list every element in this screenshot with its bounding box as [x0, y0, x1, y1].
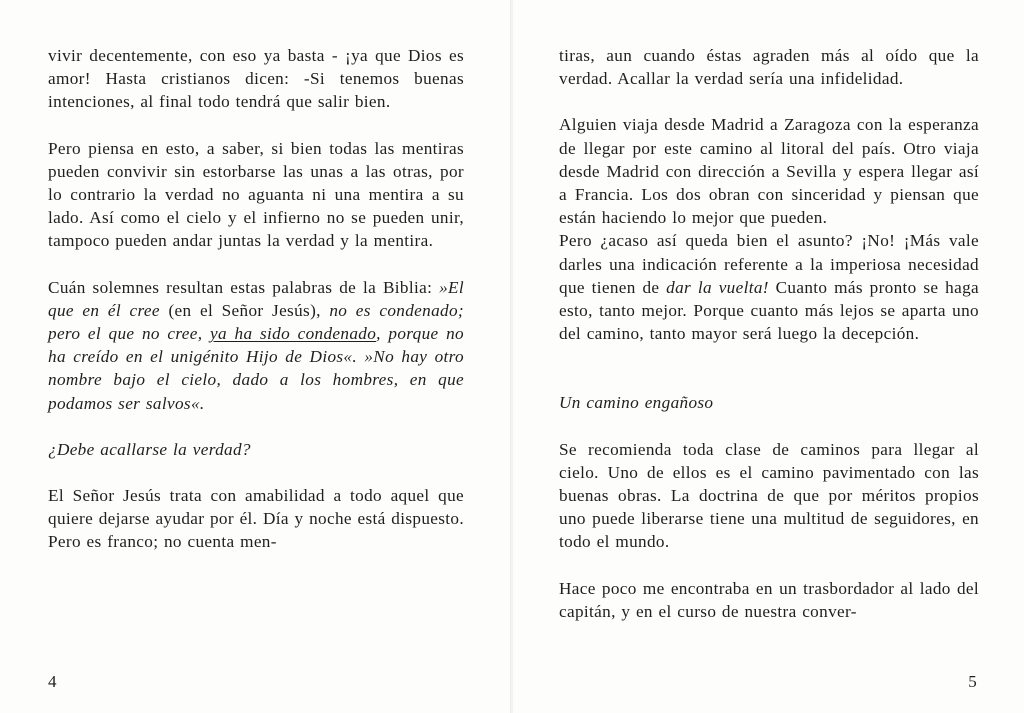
- bible-quote-3: , porque no ha creído en el unigénito Hijo de Dios«. »No hay otro nombre bajo el cielo, dado a los hombres, en que podamos ser salvos«.: [48, 324, 464, 413]
- vuelta-rest-text: Cuanto más pronto se haga esto, tanto mejor. Porque cuanto más lejos se aparta uno del camino, tanto mayor será luego la decepción.: [559, 277, 979, 344]
- bible-quote-1: »El que en él cree: [48, 277, 464, 320]
- vuelta-intro-text: Pero ¿acaso así queda bien el asunto? ¡No! ¡Más vale darles una indicación referente a la imperiosa necesidad que tienen de: [559, 231, 979, 297]
- right-paragraph-1: tiras, aun cuando éstas agraden más al oído que la verdad. Acallar la verdad sería una infidelidad.: [559, 46, 979, 89]
- left-paragraph-3: [48, 276, 464, 415]
- bible-quote-underlined: ya ha sido condenado: [210, 324, 377, 344]
- left-paragraph-2: Pero piensa en esto, a saber, si bien todas las mentiras pueden convivir sin estorbarse las unas a las otras, por lo contrario la verdad no aguanta ni una mentira a su lado. Así como el cielo y el infierno no se pueden unir, tampoco pueden andar juntas la verdad y la mentira.: [48, 138, 464, 251]
- section-heading-camino: Un camino engañoso: [559, 393, 714, 413]
- right-paragraph-4: Se recomienda toda clase de caminos para llegar al cielo. Uno de ellos es el camino pavimentado con las buenas obras. La doctrina de que por méritos propios uno puede liberarse tiene una multitud de seguidores, en todo el mundo.: [559, 439, 979, 552]
- page-number-right: 5: [968, 672, 977, 691]
- right-paragraph-2: Alguien viaja desde Madrid a Zaragoza con la esperanza de llegar por este camino al litoral del país. Otro viaja desde Madrid con dirección a Sevilla y espera llegar así a Francia. Los dos obran con sinceridad y piensan que están haciendo lo mejor que pueden.: [559, 115, 979, 228]
- left-paragraph-1: vivir decentemente, con eso ya basta - ¡ya que Dios es amor! Hasta cristianos dicen: -Si tenemos buenas intenciones, al final todo tendrá que salir bien.: [48, 46, 464, 112]
- bible-intro-text: Cuán solemnes resultan estas palabras de la Biblia:: [48, 277, 440, 297]
- right-paragraph-5: Hace poco me encontraba en un trasbordador al lado del capitán, y en el curso de nuestra conver-: [559, 578, 979, 621]
- right-paragraph-3: [559, 229, 979, 345]
- right-page-text: [559, 44, 979, 623]
- left-paragraph-4: El Señor Jesús trata con amabilidad a todo aquel que quiere dejarse ayudar por él. Día y noche está dispuesto. Pero es franco; no cuenta men-: [48, 486, 465, 552]
- section-heading-verdad: ¿Debe acallarse la verdad?: [48, 439, 251, 459]
- left-page-text: [48, 44, 464, 554]
- bible-aside-text: (en el Señor Jesús),: [159, 300, 330, 320]
- left-page: [0, 0, 511, 713]
- bible-quote-2: no es condenado; pero el que no cree,: [48, 300, 465, 344]
- vuelta-italic: dar la vuelta!: [666, 277, 769, 297]
- right-page: [513, 0, 1024, 713]
- page-number-left: 4: [48, 672, 57, 691]
